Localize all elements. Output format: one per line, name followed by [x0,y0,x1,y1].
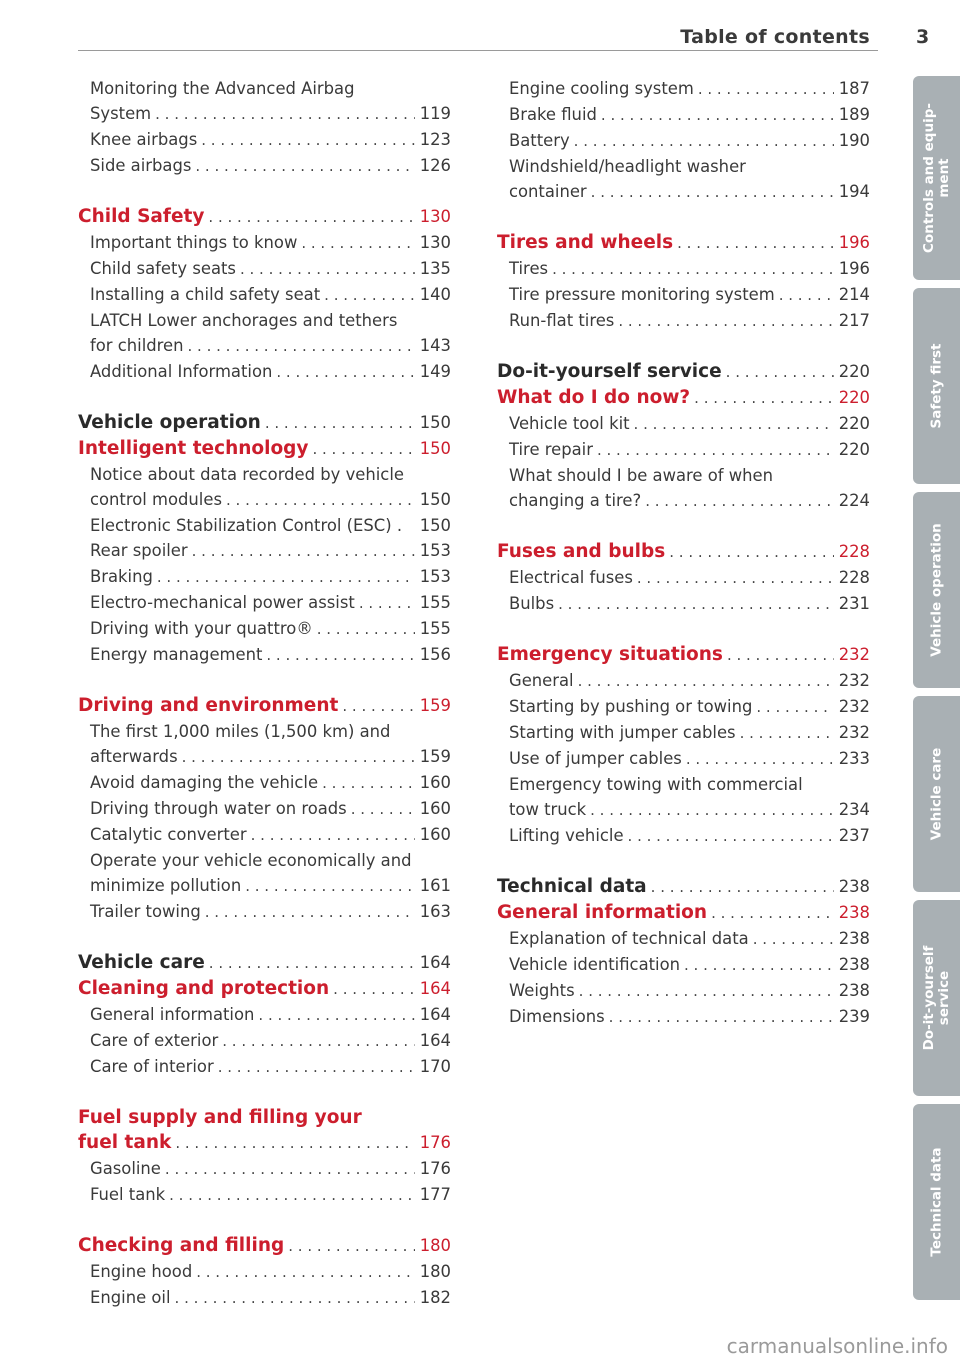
toc-page-number: 161 [419,876,451,895]
tab-label: Do-it-yourself service [920,945,952,1051]
toc-dot-leader [254,1003,415,1028]
toc-page-number: 149 [419,362,451,381]
toc-page-number: 164 [419,979,451,998]
toc-dot-leader [272,360,415,385]
header-rule [78,50,878,51]
toc-page-number: 182 [419,1288,451,1307]
toc-page-number: 164 [419,1031,451,1050]
tab-safety-first[interactable] [913,288,960,484]
toc-entry-title: Vehicle operation [78,412,261,433]
toc-page-number: 238 [838,981,870,1000]
toc-dot-leader [574,669,834,694]
toc-entry-title: The first 1,000 miles (1,500 km) and [90,722,391,741]
toc-entry-title: Catalytic converter [90,825,247,844]
toc-page-number: 187 [838,79,870,98]
toc-entry-title: General information [497,902,708,923]
toc-entry-title: Driving and environment [78,695,339,716]
toc-entry-title: tow truck [509,800,587,819]
toc-dot-leader [347,797,415,822]
toc-entry-title: Windshield/headlight washer [509,157,746,176]
tab-vehicle-operation[interactable] [913,492,960,688]
toc-page-number: 155 [419,593,451,612]
toc-page-number: 228 [838,568,870,587]
toc-page-number: 153 [419,541,451,560]
toc-entry-title: Installing a child safety seat [90,285,321,304]
toc-entry-title: Weights [509,981,575,1000]
toc-page-number: 156 [419,645,451,664]
toc-entry-title: Driving with your quattro® [90,619,313,638]
toc-entry-title: changing a tire? [509,491,642,510]
toc-page-number: 237 [838,826,870,845]
toc-page-number: 170 [419,1057,451,1076]
toc-page-number: 164 [419,953,451,972]
toc-section-heading[interactable] [497,642,870,668]
toc-page-number: 153 [419,567,451,586]
toc-entry-title: Trailer towing [90,902,201,921]
toc-dot-leader [587,180,834,205]
toc-entry-title: Monitoring the Advanced Airbag [90,79,355,98]
toc-page-number: 214 [838,285,870,304]
toc-dot-leader [736,721,834,746]
toc-entry[interactable] [497,772,870,797]
toc-dot-leader [178,745,415,770]
toc-entry[interactable] [78,153,451,179]
toc-dot-leader [749,927,834,952]
toc-dot-leader [752,695,834,720]
toc-entry[interactable] [497,823,870,849]
toc-entry-title: Engine oil [90,1288,171,1307]
toc-entry[interactable] [78,462,451,487]
toc-entry-title: Engine cooling system [509,79,694,98]
page-number: 3 [916,26,930,48]
toc-dot-leader [320,283,415,308]
toc-entry[interactable] [497,308,870,334]
toc-entry[interactable] [78,1028,451,1054]
toc-section-heading[interactable] [497,539,870,565]
toc-section-heading[interactable] [78,693,451,719]
toc-page-number: 232 [838,723,870,742]
toc-entry[interactable] [78,796,451,822]
toc-entry[interactable] [497,952,870,978]
toc-dot-leader [570,129,834,154]
toc-page-number: 176 [419,1159,451,1178]
toc-entry-title: Avoid damaging the vehicle [90,773,319,792]
toc-entry-title: LATCH Lower anchorages and tethers [90,311,398,330]
toc-entry[interactable] [78,744,451,770]
toc-page-number: 180 [419,1262,451,1281]
toc-page-number: 126 [419,156,451,175]
toc-entry-title: Starting with jumper cables [509,723,736,742]
toc-section-heading[interactable] [78,1130,451,1156]
toc-dot-leader [197,128,415,153]
toc-dot-leader [241,874,415,899]
toc-dot-leader [624,824,834,849]
toc-entry-title: Intelligent technology [78,438,309,459]
toc-section-heading[interactable] [497,359,870,385]
toc-dot-leader [665,540,834,565]
toc-dot-leader [682,747,834,772]
toc-entry[interactable] [78,127,451,153]
toc-dot-leader [680,953,834,978]
toc-entry-title: Important things to know [90,233,298,252]
toc-page-number: 228 [838,542,870,561]
toc-entry[interactable] [497,797,870,823]
toc-entry[interactable] [78,513,451,538]
toc-entry-title: Vehicle care [78,952,205,973]
toc-entry-title: Battery [509,131,570,150]
toc-entry[interactable] [78,538,451,564]
toc-section-heading[interactable] [497,900,870,926]
toc-page-number: 180 [419,1236,451,1255]
toc-page-number: 217 [838,311,870,330]
toc-page-number: 159 [419,747,451,766]
toc-dot-leader [151,102,415,127]
toc-entry[interactable] [78,1182,451,1208]
toc-entry-title: General [509,671,574,690]
toc-page-number: 160 [419,825,451,844]
toc-entry-title: Care of exterior [90,1031,219,1050]
toc-entry[interactable] [78,616,451,642]
toc-page-number: 150 [419,413,451,432]
toc-entry[interactable] [78,590,451,616]
toc-dot-leader [548,257,834,282]
toc-entry-title: System [90,104,152,123]
toc-page-number: 232 [838,671,870,690]
toc-dot-leader [614,309,834,334]
toc-entry[interactable] [497,282,870,308]
toc-entry-title: Explanation of technical data [509,929,749,948]
toc-entry[interactable] [78,282,451,308]
toc-section-heading[interactable] [497,230,870,256]
toc-entry-title: Checking and filling [78,1235,285,1256]
page-header-title: Table of contents [680,26,870,48]
toc-entry[interactable] [497,411,870,437]
toc-page-number: 196 [838,259,870,278]
toc-entry-title: Do-it-yourself service [497,361,722,382]
toc-entry[interactable] [497,565,870,591]
toc-entry[interactable] [497,926,870,952]
toc-dot-leader [723,643,834,668]
toc-dot-leader [191,154,415,179]
watermark: carmanualsonline.info [726,1334,948,1358]
toc-section-heading[interactable] [497,874,870,900]
toc-dot-leader [593,438,834,463]
tab-vehicle-care[interactable] [913,696,960,892]
toc-entry-title: Operate your vehicle economically and [90,851,412,870]
toc-entry-title: Cleaning and protection [78,978,330,999]
toc-entry[interactable] [497,1004,870,1030]
toc-entry-title: Fuel supply and filling your [78,1107,362,1128]
toc-page-number: 239 [838,1007,870,1026]
toc-entry-title: What do I do now? [497,387,691,408]
toc-entry-title: Driving through water on roads [90,799,347,818]
toc-dot-leader [775,283,834,308]
toc-dot-leader [201,900,415,925]
toc-page-number: 130 [419,233,451,252]
toc-entry[interactable] [78,564,451,590]
toc-entry[interactable] [497,179,870,205]
toc-entry-title: Brake fluid [509,105,597,124]
toc-entry-title: for children [90,336,184,355]
toc-dot-leader [673,231,834,256]
toc-dot-leader [707,901,834,926]
toc-page-number: 232 [838,697,870,716]
toc-page-number: 220 [838,414,870,433]
toc-entry-title: General information [90,1005,255,1024]
toc-dot-leader [188,539,415,564]
toc-dot-leader [236,257,415,282]
toc-entry-title: Emergency towing with commercial [509,775,803,794]
toc-dot-leader [597,103,834,128]
toc-entry-title: container [509,182,587,201]
toc-page-number: 140 [419,285,451,304]
toc-page-number: 150 [419,490,451,509]
toc-page-number: 160 [419,799,451,818]
toc-dot-leader [690,386,834,411]
toc-dot-leader [192,1260,415,1285]
toc-entry-title: Bulbs [509,594,555,613]
toc-dot-leader [184,334,415,359]
toc-entry-title: Braking [90,567,153,586]
toc-entry-title: Tire pressure monitoring system [509,285,775,304]
toc-page-number: 143 [419,336,451,355]
toc-section-heading[interactable] [78,410,451,436]
toc-entry-title: Knee airbags [90,130,198,149]
toc-entry-title: fuel tank [78,1132,172,1153]
toc-dot-leader [329,977,415,1002]
toc-entry[interactable] [497,591,870,617]
toc-dot-leader [284,1234,415,1259]
toc-entry-title: Emergency situations [497,644,723,665]
toc-entry[interactable] [497,463,870,488]
toc-entry[interactable] [78,1156,451,1182]
toc-entry[interactable] [78,642,451,668]
toc-entry-title: minimize pollution [90,876,242,895]
toc-dot-leader [586,798,834,823]
toc-entry[interactable] [78,308,451,333]
toc-page-number: 238 [838,903,870,922]
toc-page-number: 163 [419,902,451,921]
toc-entry-title: Electro-mechanical power assist [90,593,355,612]
toc-dot-leader [171,1131,415,1156]
toc-entry-title: Additional Information [90,362,273,381]
toc-entry-title: control modules [90,490,222,509]
toc-entry[interactable] [78,770,451,796]
tab-label: Vehicle operation [928,523,944,657]
tab-label: Vehicle care [928,747,944,841]
toc-dot-leader [218,1029,415,1054]
toc-page-number: 234 [838,800,870,819]
toc-entry-title: Care of interior [90,1057,214,1076]
toc-entry-title: Starting by pushing or towing [509,697,753,716]
toc-page-number: 190 [838,131,870,150]
toc-entry-title: Run-flat tires [509,311,615,330]
toc-entry[interactable] [497,102,870,128]
toc-entry-title: Fuses and bulbs [497,541,666,562]
toc-page-number: 160 [419,773,451,792]
toc-page-number: 238 [838,929,870,948]
toc-left-column [78,76,451,1311]
toc-dot-leader [222,488,415,513]
toc-page-number: 150 [419,439,451,458]
toc-dot-leader [153,565,415,590]
toc-entry[interactable] [497,978,870,1004]
toc-entry-title: Tire repair [509,440,593,459]
toc-entry[interactable] [497,76,870,102]
toc-entry[interactable] [78,76,451,101]
toc-entry[interactable] [78,873,451,899]
toc-entry-title: Use of jumper cables [509,749,682,768]
toc-entry[interactable] [497,256,870,282]
toc-dot-leader [605,1005,834,1030]
toc-entry-title: Child Safety [78,206,205,227]
toc-dot-leader [205,951,415,976]
toc-page-number: 176 [419,1133,451,1152]
toc-entry[interactable] [497,488,870,514]
toc-entry[interactable] [497,694,870,720]
tab-technical-data[interactable] [913,1104,960,1300]
toc-entry-title: Energy management [90,645,263,664]
toc-dot-leader [161,1157,415,1182]
toc-entry[interactable] [78,1054,451,1080]
toc-dot-leader [722,360,834,385]
toc-dot-leader [297,231,415,256]
toc-entry[interactable] [78,487,451,513]
toc-entry-title: Child safety seats [90,259,236,278]
toc-section-heading[interactable] [78,1233,451,1259]
toc-page-number: 232 [838,645,870,664]
toc-dot-leader [204,205,415,230]
toc-entry[interactable] [78,899,451,925]
toc-entry[interactable] [78,101,451,127]
toc-section-heading[interactable] [78,436,451,462]
toc-entry[interactable] [497,746,870,772]
toc-dot-leader [318,771,415,796]
toc-page-number: 238 [838,955,870,974]
toc-entry-title: Engine hood [90,1262,193,1281]
toc-dot-leader [247,823,415,848]
toc-entry[interactable] [78,719,451,744]
toc-page-number: 220 [838,388,870,407]
toc-entry-title: Notice about data recorded by vehicle [90,465,404,484]
toc-entry-title: What should I be aware of when [509,466,773,485]
toc-entry[interactable] [497,154,870,179]
toc-page-number: 164 [419,1005,451,1024]
toc-entry-title: Technical data [497,876,647,897]
tab-label: Safety first [928,343,944,429]
toc-section-heading[interactable] [78,976,451,1002]
toc-entry[interactable] [78,1259,451,1285]
toc-entry-title: Dimensions [509,1007,605,1026]
toc-dot-leader [338,694,415,719]
toc-page-number: 155 [419,619,451,638]
toc-page-number: 220 [838,440,870,459]
toc-page-number: 196 [838,233,870,252]
toc-dot-leader [641,489,834,514]
toc-entry[interactable] [497,128,870,154]
toc-entry[interactable] [497,437,870,463]
toc-dot-leader [171,1286,415,1311]
toc-entry-title: Fuel tank [90,1185,166,1204]
toc-entry[interactable] [78,1285,451,1311]
toc-dot-leader [214,1055,415,1080]
toc-entry[interactable] [78,333,451,359]
toc-dot-leader [575,979,834,1004]
toc-dot-leader [308,437,415,462]
toc-entry[interactable] [78,256,451,282]
toc-entry[interactable] [497,668,870,694]
toc-dot-leader [630,412,834,437]
toc-page-number: 220 [838,362,870,381]
toc-page-number: 231 [838,594,870,613]
toc-entry-title: Rear spoiler [90,541,188,560]
toc-entry-title: Tires and wheels [497,232,674,253]
toc-section-heading[interactable] [78,950,451,976]
tab-controls-and-equipment[interactable] [913,76,960,280]
tab-label: Controls and equip- ment [920,103,952,253]
toc-dot-leader [554,592,834,617]
toc-right-column [497,76,870,1030]
toc-page-number: 130 [419,207,451,226]
toc-entry-title: Gasoline [90,1159,161,1178]
toc-dot-leader [262,643,415,668]
toc-entry[interactable] [78,822,451,848]
toc-dot-leader [694,77,834,102]
toc-dot-leader [313,617,415,642]
toc-section-heading[interactable] [497,385,870,411]
tab-label: Technical data [928,1147,944,1257]
toc-entry-title: Side airbags [90,156,192,175]
toc-entry-title: Electrical fuses [509,568,633,587]
toc-dot-leader [647,875,834,900]
toc-dot-leader [165,1183,415,1208]
toc-page-number: 150 [419,516,451,535]
toc-dot-leader [261,411,415,436]
toc-dot-leader [633,566,834,591]
toc-page-number: 135 [419,259,451,278]
toc-page-number: 224 [838,491,870,510]
toc-entry-title: afterwards [90,747,178,766]
toc-entry-title: Tires [509,259,549,278]
toc-page-number: 233 [838,749,870,768]
toc-entry[interactable] [78,1002,451,1028]
toc-page-number: 238 [838,877,870,896]
toc-page-number: 119 [419,104,451,123]
toc-entry-title: Lifting vehicle [509,826,624,845]
toc-page-number: 177 [419,1185,451,1204]
toc-dot-leader [355,591,415,616]
toc-section-heading[interactable] [78,1105,451,1130]
toc-page-number: 123 [419,130,451,149]
toc-page-number: 159 [419,696,451,715]
toc-section-heading[interactable] [78,204,451,230]
toc-entry[interactable] [497,720,870,746]
toc-entry[interactable] [78,359,451,385]
toc-entry[interactable] [78,230,451,256]
toc-entry-title: Vehicle tool kit [509,414,630,433]
toc-entry[interactable] [78,848,451,873]
toc-entry-title: Vehicle identification [509,955,681,974]
toc-page-number: 194 [838,182,870,201]
tab-do-it-yourself-service[interactable] [913,900,960,1096]
toc-entry-title: Electronic Stabilization Control (ESC) . [90,516,403,535]
toc-page-number: 189 [838,105,870,124]
